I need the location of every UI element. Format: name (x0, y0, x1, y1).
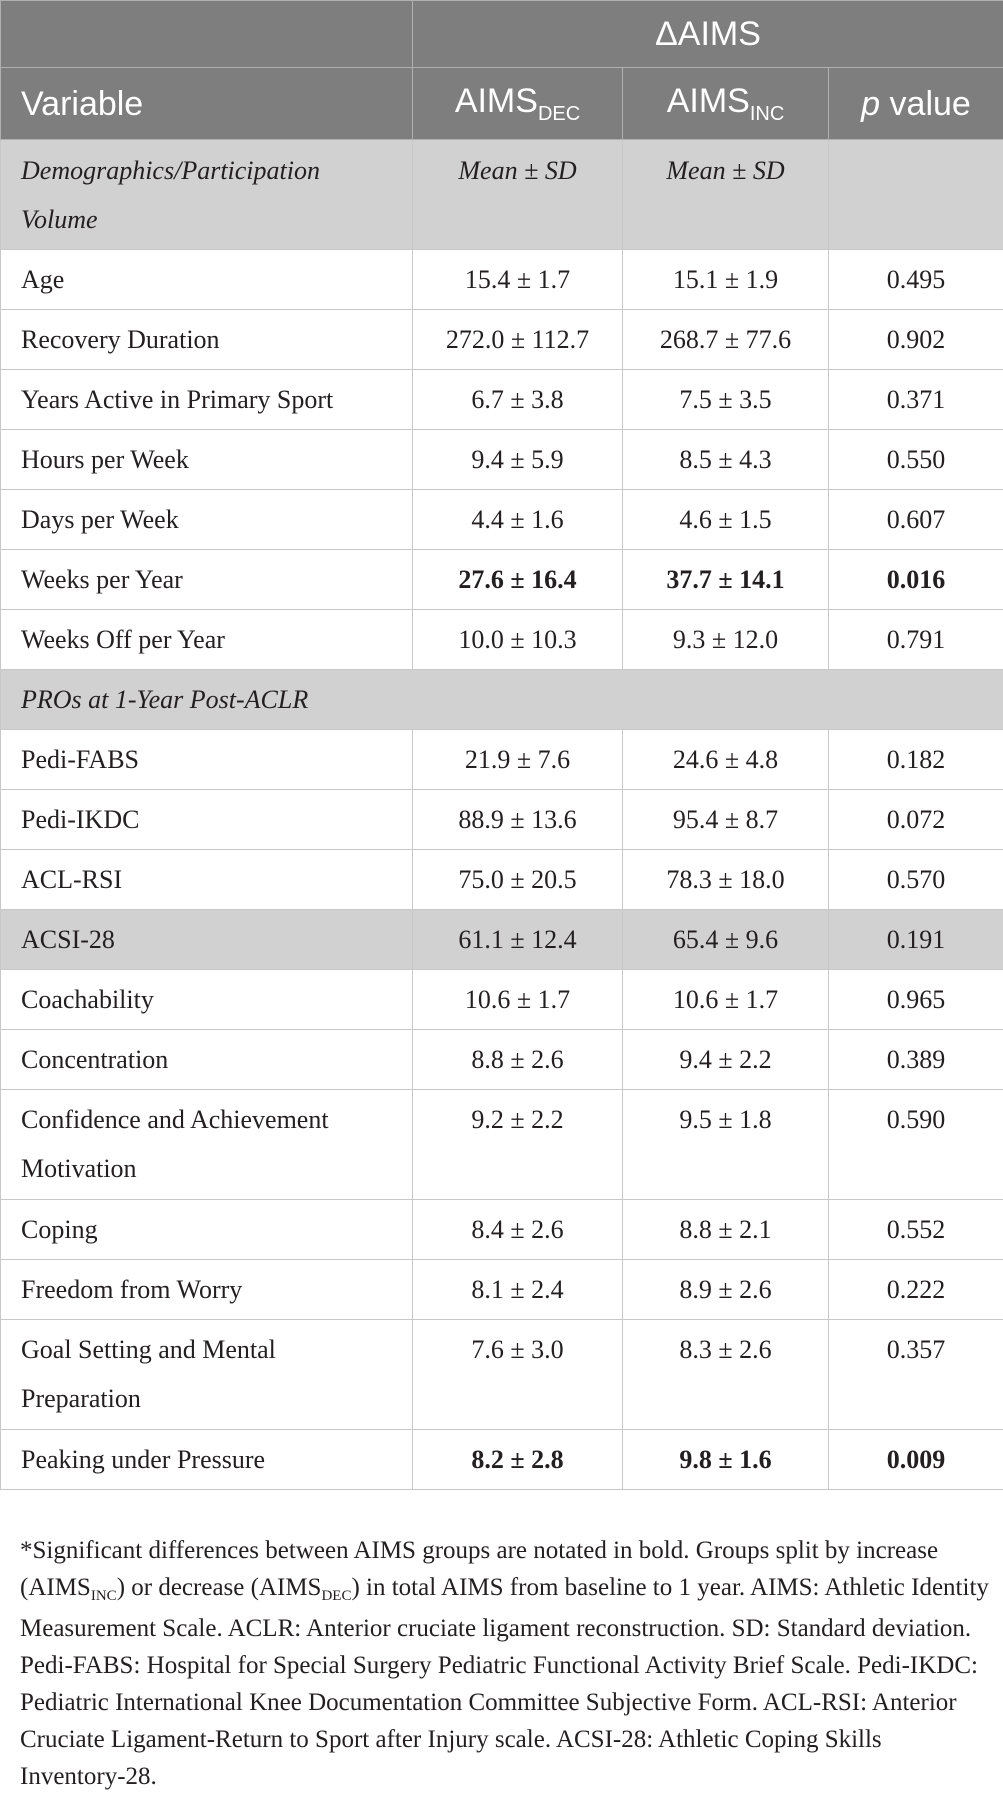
inc-value: 9.3 ± 12.0 (623, 610, 829, 670)
row-label: Peaking under Pressure (1, 1430, 413, 1490)
p-value: 0.902 (829, 310, 1003, 370)
inc-value: 37.7 ± 14.1 (623, 550, 829, 610)
p-value: 0.371 (829, 370, 1003, 430)
header-blank-cell (1, 1, 413, 68)
row-label-line2: Motivation (21, 1154, 137, 1183)
row-label-line1: Confidence and Achievement (21, 1105, 329, 1134)
table-row-acsi-total (1, 910, 1003, 970)
dec-value: 27.6 ± 16.4 (413, 550, 623, 610)
aims-inc-base: AIMS (666, 82, 750, 120)
table-row (1, 790, 1003, 850)
row-label: Days per Week (1, 490, 413, 550)
section-row-demographics (1, 140, 1003, 250)
dec-value: 10.0 ± 10.3 (413, 610, 623, 670)
dec-value: 9.2 ± 2.2 (413, 1090, 623, 1200)
aims-inc-header (623, 68, 829, 140)
mean-sd-inc-label: Mean ± SD (623, 140, 829, 250)
mean-sd-dec-label: Mean ± SD (413, 140, 623, 250)
aims-dec-subscript: DEC (537, 103, 581, 125)
table-row (1, 850, 1003, 910)
p-value: 0.009 (829, 1430, 1003, 1490)
table-row (1, 490, 1003, 550)
p-italic-letter: p (861, 84, 881, 123)
table-row (1, 970, 1003, 1030)
header-row-delta (1, 1, 1003, 68)
section-label-demographics (1, 140, 413, 250)
row-label: Coachability (1, 970, 413, 1030)
p-value: 0.550 (829, 430, 1003, 490)
table-row (1, 730, 1003, 790)
section-blank-cell (829, 140, 1003, 250)
delta-aims-header: ΔAIMS (413, 1, 1003, 68)
dec-value: 10.6 ± 1.7 (413, 970, 623, 1030)
dec-value: 4.4 ± 1.6 (413, 490, 623, 550)
p-value: 0.791 (829, 610, 1003, 670)
footnote-part2: ) or decrease (AIMS (116, 1574, 322, 1601)
dec-value: 8.8 ± 2.6 (413, 1030, 623, 1090)
p-value: 0.016 (829, 550, 1003, 610)
row-label: Weeks Off per Year (1, 610, 413, 670)
inc-value: 65.4 ± 9.6 (623, 910, 829, 970)
row-label: Pedi-FABS (1, 730, 413, 790)
inc-value: 9.4 ± 2.2 (623, 1030, 829, 1090)
inc-value: 24.6 ± 4.8 (623, 730, 829, 790)
p-value: 0.495 (829, 250, 1003, 310)
inc-value: 78.3 ± 18.0 (623, 850, 829, 910)
section-label-line1: Demographics/Participation (21, 156, 320, 185)
aims-dec-header (413, 68, 623, 140)
row-label-line1: Goal Setting and Mental (21, 1335, 276, 1364)
table-row (1, 310, 1003, 370)
inc-value: 9.5 ± 1.8 (623, 1090, 829, 1200)
table-row (1, 250, 1003, 310)
row-label (1, 1090, 413, 1200)
dec-value: 61.1 ± 12.4 (413, 910, 623, 970)
table-row (1, 1030, 1003, 1090)
row-label: Age (1, 250, 413, 310)
p-value: 0.965 (829, 970, 1003, 1030)
inc-value: 4.6 ± 1.5 (623, 490, 829, 550)
dec-value: 8.4 ± 2.6 (413, 1200, 623, 1260)
footnote-part3: ) in total AIMS from baseline to 1 year. AIMS: Athletic Identity Measurement Scale. ACLR: Anterior cruciate ligament reconstruction. SD: Standard deviation. Pedi-FABS: Hospital for Special Surgery Pediatric Functional Activity Brief Scale. Pedi-IKDC: Pediatric International Knee Documentation Committee Subjective Form. ACL-RSI: Anterior Cruciate Ligament-Return to Sport after Injury scale. ACSI-28: Athletic Coping Skills Inventory-28. (20, 1574, 989, 1790)
p-value: 0.222 (829, 1260, 1003, 1320)
p-value: 0.182 (829, 730, 1003, 790)
dec-value: 7.6 ± 3.0 (413, 1320, 623, 1430)
dec-value: 272.0 ± 112.7 (413, 310, 623, 370)
section-label-pros: PROs at 1-Year Post-ACLR (1, 670, 1003, 730)
inc-value: 8.8 ± 2.1 (623, 1200, 829, 1260)
variable-header: Variable (1, 68, 413, 140)
row-label: Pedi-IKDC (1, 790, 413, 850)
table-row-significant (1, 1430, 1003, 1490)
table-row (1, 1260, 1003, 1320)
table-row (1, 370, 1003, 430)
inc-value: 8.9 ± 2.6 (623, 1260, 829, 1320)
dec-value: 8.1 ± 2.4 (413, 1260, 623, 1320)
dec-value: 9.4 ± 5.9 (413, 430, 623, 490)
p-value: 0.389 (829, 1030, 1003, 1090)
table-row (1, 430, 1003, 490)
table-row (1, 1090, 1003, 1200)
row-label: Years Active in Primary Sport (1, 370, 413, 430)
section-row-pros (1, 670, 1003, 730)
row-label: Concentration (1, 1030, 413, 1090)
row-label: ACL-RSI (1, 850, 413, 910)
dec-value: 21.9 ± 7.6 (413, 730, 623, 790)
p-value-header (829, 68, 1003, 140)
dec-value: 75.0 ± 20.5 (413, 850, 623, 910)
inc-value: 10.6 ± 1.7 (623, 970, 829, 1030)
aims-inc-subscript: INC (749, 103, 785, 125)
inc-value: 7.5 ± 3.5 (623, 370, 829, 430)
table-footnote (20, 1532, 990, 1795)
table-row (1, 1320, 1003, 1430)
dec-value: 15.4 ± 1.7 (413, 250, 623, 310)
footnote-sub-inc: INC (90, 1588, 117, 1604)
row-label: Hours per Week (1, 430, 413, 490)
p-value: 0.552 (829, 1200, 1003, 1260)
row-label-line2: Preparation (21, 1384, 141, 1413)
p-value: 0.570 (829, 850, 1003, 910)
inc-value: 15.1 ± 1.9 (623, 250, 829, 310)
inc-value: 8.5 ± 4.3 (623, 430, 829, 490)
p-value-rest: value (880, 84, 971, 123)
row-label: Freedom from Worry (1, 1260, 413, 1320)
table-row (1, 610, 1003, 670)
footnote-part1: *Significant differences between AIMS groups are notated in bold. Groups split by increase (AIMS (20, 1537, 939, 1601)
inc-value: 268.7 ± 77.6 (623, 310, 829, 370)
table-row (1, 1200, 1003, 1260)
dec-value: 6.7 ± 3.8 (413, 370, 623, 430)
row-label: ACSI-28 (1, 910, 413, 970)
row-label: Recovery Duration (1, 310, 413, 370)
footnote-sub-dec: DEC (321, 1588, 352, 1604)
p-value: 0.590 (829, 1090, 1003, 1200)
dec-value: 88.9 ± 13.6 (413, 790, 623, 850)
inc-value: 8.3 ± 2.6 (623, 1320, 829, 1430)
dec-value: 8.2 ± 2.8 (413, 1430, 623, 1490)
section-label-line2: Volume (21, 205, 98, 234)
p-value: 0.072 (829, 790, 1003, 850)
aims-dec-base: AIMS (454, 82, 538, 120)
inc-value: 95.4 ± 8.7 (623, 790, 829, 850)
row-label (1, 1320, 413, 1430)
p-value: 0.607 (829, 490, 1003, 550)
p-value: 0.357 (829, 1320, 1003, 1430)
header-row-columns (1, 68, 1003, 140)
table-row-significant (1, 550, 1003, 610)
row-label: Weeks per Year (1, 550, 413, 610)
p-value: 0.191 (829, 910, 1003, 970)
row-label: Coping (1, 1200, 413, 1260)
inc-value: 9.8 ± 1.6 (623, 1430, 829, 1490)
